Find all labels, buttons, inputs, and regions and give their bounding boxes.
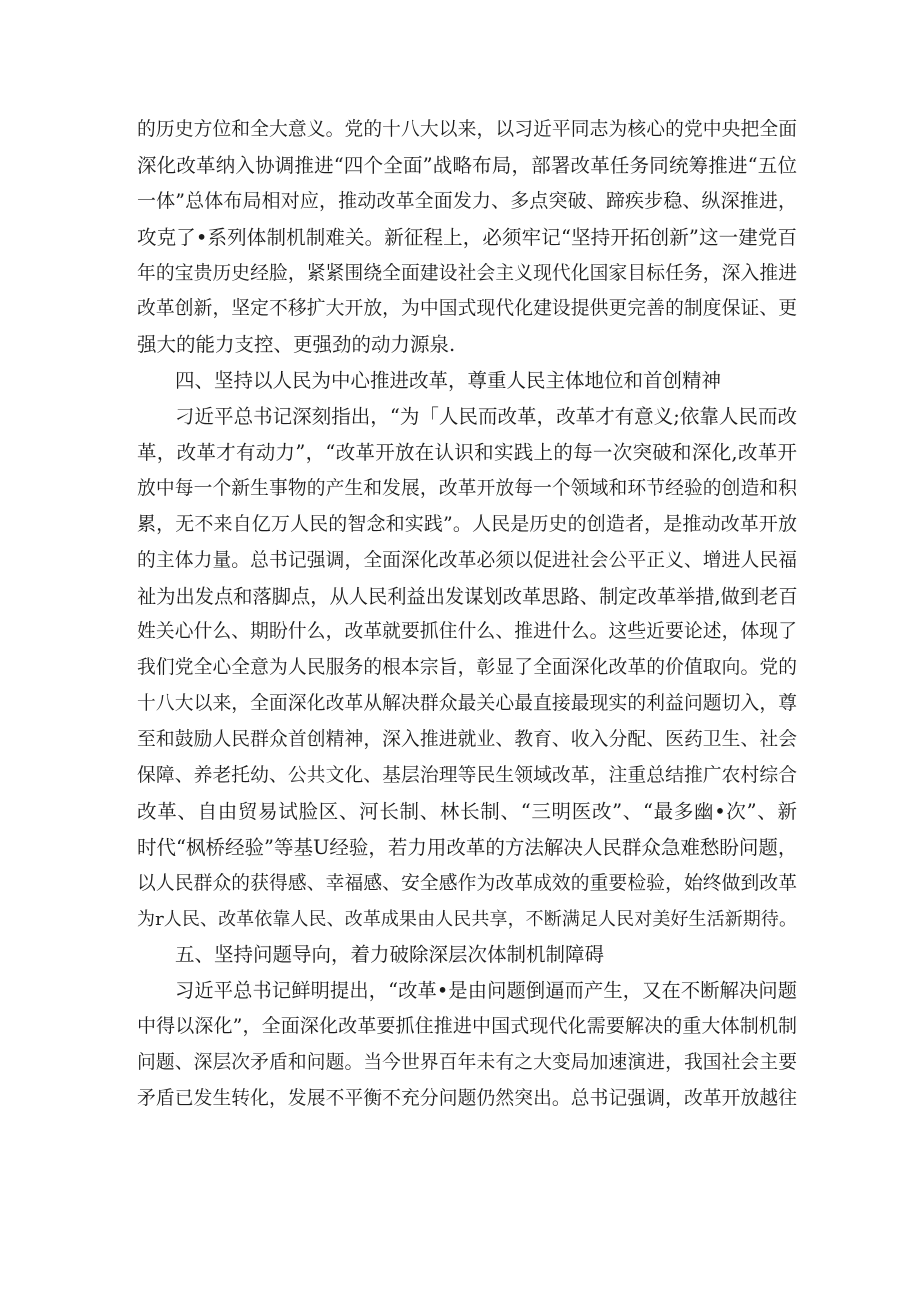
text-line: 时代“枫桥经验”等基U经验，若力用改革的方法解决人民群众急难愁盼问题， xyxy=(137,835,798,859)
text-line: 改革创新，坚定不移扩大开放，为中国式现代化建设提供更完善的制度保证、更 xyxy=(137,298,797,320)
text-line: 革，改革才有动力”，“改革开放在认识和实践上的每一次突破和深化,改革开 xyxy=(137,441,797,465)
text-line: 至和鼓励人民群众首创精神，深入推进就业、教育、收入分配、医药卫生、社会 xyxy=(137,729,797,751)
text-line: 为r人民、改革依靠人民、改革成果由人民共享，不断满足人民对美好生活新期待。 xyxy=(137,908,797,930)
text-line: 的主体力量。总书记强调，全面深化改革必须以促进社会公平正义、增进人民福 xyxy=(137,549,797,571)
paragraph-first-line: 刁近平总书记深刻指出，“为「人民而改革，改革才有意义;依靠人民而改 xyxy=(175,405,797,429)
text-line: 以人民群众的获得感、幸福感、安全感作为改革成效的重要检验，始终做到改革 xyxy=(137,872,797,894)
body-text xyxy=(137,112,797,1117)
text-line: 保障、养老托幼、公共文化、基层治理等民生领域改革，注重总结推广农村综合 xyxy=(137,765,797,787)
text-line: 我们党全心全意为人民服务的根本宗旨，彰显了全面深化改革的价值取向。党的 xyxy=(137,657,797,679)
text-line: 问题、深层次矛盾和问题。当今世界百年未有之大变局加速演进，我国社会主要 xyxy=(137,1052,797,1074)
text-line: 改革、自由贸易试脸区、河长制、林长制、“三明医改”、“最多幽•次”、新 xyxy=(137,799,797,823)
section-heading-5: 五、坚持问题导向，着力破除深层次体制机制障碍 xyxy=(175,943,605,967)
text-line: 攻克了•系列体制机制难关。新征程上，必须牢记“坚持开拓创新”这一建党百 xyxy=(137,225,797,249)
text-line: 年的宝贵历史经脸，紧紧围绕全面建设社会主义现代化国家目标任务，深入推进 xyxy=(137,262,797,284)
text-line: 深化改革纳入协调推进“四个全面”战略布局，部署改革任务同统筹推进“五位 xyxy=(137,153,797,177)
text-line: 矛盾已发生转化，发展不平衡不充分问题仍然突出。总书记强调，改革开放越往 xyxy=(137,1088,797,1110)
text-line: 强大的能力支控、更强劲的动力源泉. xyxy=(137,333,456,357)
text-line: 一体”总体布局相对应，推动改革全面发力、多点突破、蹄疾步稳、纵深推进， xyxy=(137,189,797,212)
text-line: 祉为出发点和落脚点，从人民利益出发谋划改革思路、制定改革举措,做到老百 xyxy=(137,584,798,608)
text-line: 姓关心什么、期盼什么，改革就要抓住什么、推进什么。这些近要论述，体现了 xyxy=(137,621,797,643)
text-line: 中得以深化”，全面深化改革要抓住推进中国式现代化需要解决的重大体制机制 xyxy=(137,1015,797,1038)
section-heading-4: 四、坚持以人民为中心推进改革，尊重人民主体地位和首创精神 xyxy=(175,369,722,393)
text-line: 放中每一个新生事物的产生和发展，改革开放每一个领域和环节经验的创造和积 xyxy=(137,477,797,499)
text-line: 十八大以来，全面深化改革从解决群众最关心最直接最现实的利益问题切入，尊 xyxy=(137,693,797,715)
paragraph-first-line: 习近平总书记鲜明提出，“改革•是由问题倒逼而产生，又在不断解决问题 xyxy=(175,979,797,1003)
text-line: 的历史方位和全大意义。党的十八大以来，以习近平同志为核心的党中央把全面 xyxy=(137,119,797,140)
text-line: 累，无不来自亿万人民的智念和实践”。人民是历史的创造者，是推动改革开放 xyxy=(137,512,797,535)
